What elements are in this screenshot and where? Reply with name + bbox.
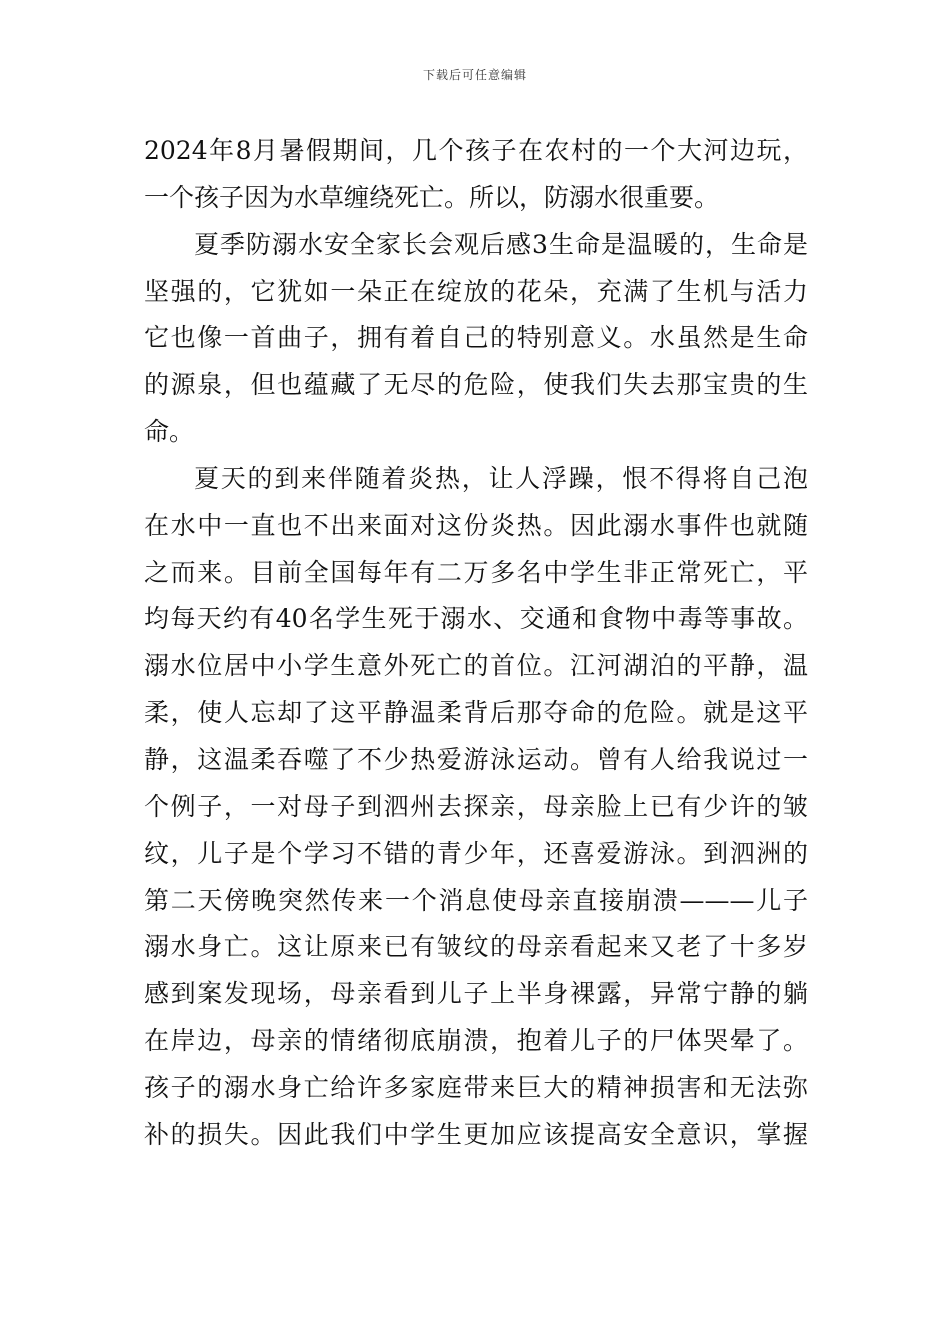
text-line: 第二天傍晚突然传来一个消息使母亲直接崩溃———儿子 — [144, 885, 808, 915]
text-line: 静，这温柔吞噬了不少热爱游泳运动。曾有人给我说过一 — [144, 744, 808, 774]
text-line: 柔，使人忘却了这平静温柔背后那夺命的危险。就是这平 — [144, 698, 808, 728]
text-line: 溺水身亡。这让原来已有皱纹的母亲看起来又老了十多岁 — [144, 932, 808, 962]
text-line: 之而来。目前全国每年有二万多名中学生非正常死亡，平 — [144, 557, 808, 587]
text-line: 命。 — [144, 417, 195, 447]
text-line: 纹，儿子是个学习不错的青少年，还喜爱游泳。到泗洲的 — [144, 838, 808, 868]
text-line: 在水中一直也不出来面对这份炎热。因此溺水事件也就随 — [144, 510, 808, 540]
text-line: 一个孩子因为水草缠绕死亡。所以，防溺水很重要。 — [144, 182, 720, 212]
page-header: 下载后可任意编辑 — [422, 68, 527, 82]
text-line: 它也像一首曲子，拥有着自己的特别意义。水虽然是生命 — [144, 323, 808, 353]
text-line: 个例子，一对母子到泗州去探亲，母亲脸上已有少许的皱 — [144, 791, 808, 821]
text-line: 夏天的到来伴随着炎热，让人浮躁，恨不得将自己泡 — [194, 463, 808, 493]
document-body — [144, 128, 808, 1238]
text-line: 的源泉，但也蕴藏了无尽的危险，使我们失去那宝贵的生 — [144, 370, 808, 400]
text-line: 2024年8月暑假期间，几个孩子在农村的一个大河边玩， — [144, 136, 808, 165]
text-line: 溺水位居中小学生意外死亡的首位。江河湖泊的平静，温 — [144, 651, 808, 681]
text-line: 孩子的溺水身亡给许多家庭带来巨大的精神损害和无法弥 — [144, 1072, 808, 1102]
text-line: 感到案发现场，母亲看到儿子上半身裸露，异常宁静的躺 — [144, 979, 808, 1009]
text-line: 夏季防溺水安全家长会观后感3生命是温暖的，生命是 — [194, 229, 808, 259]
text-line: 补的损失。因此我们中学生更加应该提高安全意识，掌握 — [144, 1119, 808, 1149]
text-line: 均每天约有40名学生死于溺水、交通和食物中毒等事故。 — [144, 604, 808, 634]
text-line: 在岸边，母亲的情绪彻底崩溃，抱着儿子的尸体哭晕了。 — [144, 1026, 808, 1056]
text-line: 坚强的，它犹如一朵正在绽放的花朵，充满了生机与活力 — [144, 276, 808, 306]
